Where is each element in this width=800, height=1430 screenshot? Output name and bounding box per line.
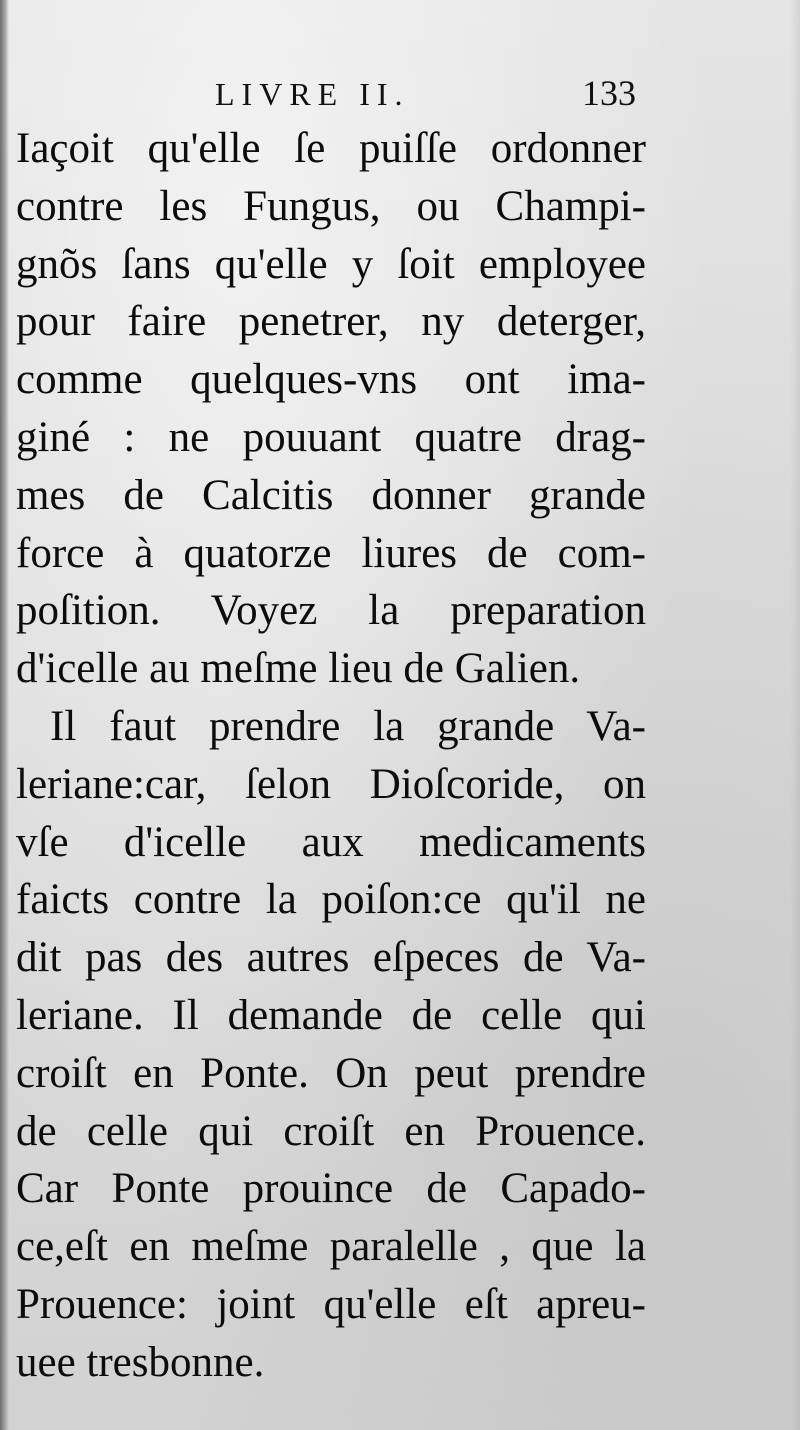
text-line: leriane. Il demande de celle qui [16,991,646,1039]
text-line: Prouence: joint qu'elle eſt apreu- [16,1280,646,1328]
text-line: Car Ponte prouince de Capado- [16,1165,646,1213]
text-line: mes de Calcitis donner grande [16,471,646,519]
text-line: de celle qui croiſt en Prouence. [16,1107,646,1155]
text-line: vſe d'icelle aux medicaments [16,818,646,866]
text-line: giné : ne pouuant quatre drag- [16,413,646,461]
text-line: gnõs ſans qu'elle y ſoit employee [16,240,646,288]
page-number: 133 [582,73,636,113]
page-gutter-shadow [0,0,9,1430]
text-line: Iaçoit qu'elle ſe puiſſe ordonner [16,125,646,172]
text-line: d'icelle au meſme lieu de Galien. [16,645,581,693]
text-line: dit pas des autres eſpeces de Va- [16,934,646,982]
text-line: force à quatorze liures de com- [16,529,646,577]
page-header [0,70,800,120]
text-line: Il faut prendre la grande Va- [50,702,646,750]
text-line: faicts contre la poiſon:ce qu'il ne [16,876,646,924]
text-line: ce,eſt en meſme paralelle , que la [16,1223,646,1271]
text-line: contre les Fungus, ou Champi- [16,182,646,230]
body-text [16,120,646,1392]
page-edge-shade [790,0,800,1430]
text-line: poſition. Voyez la preparation [16,587,646,635]
text-line: uee tresbonne. [16,1338,265,1386]
text-line: comme quelques-vns ont ima- [16,356,646,404]
text-line: leriane:car, ſelon Dioſcoride, on [16,760,646,808]
text-line: croiſt en Ponte. On peut prendre [16,1049,646,1097]
text-line: pour faire penetrer, ny deterger, [16,298,646,346]
running-title: LIVRE II. [215,76,410,112]
